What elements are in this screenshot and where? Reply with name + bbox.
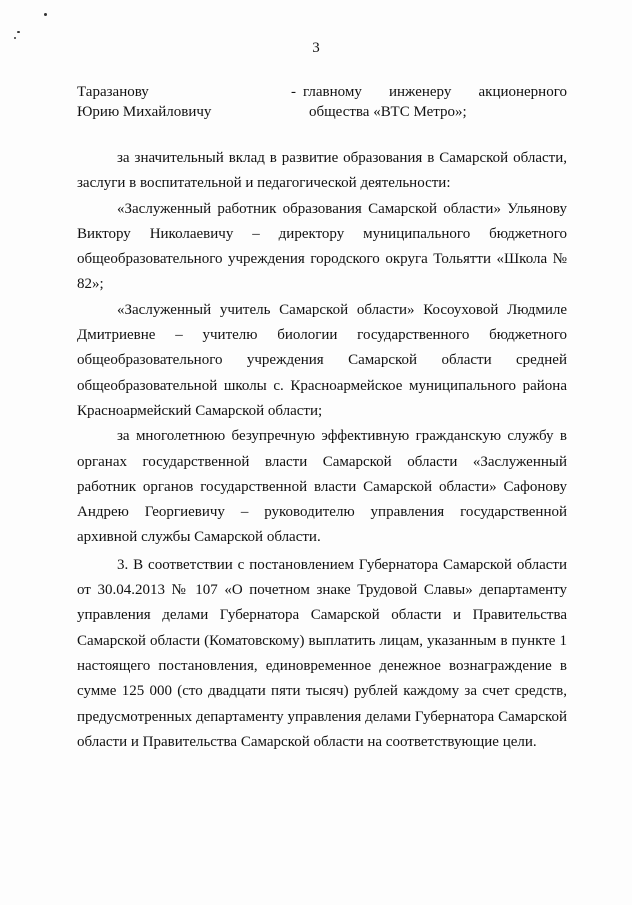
page-number: 3: [312, 40, 320, 56]
paragraph-contribution-intro: за значительный вклад в развитие образования в Самарской области, заслуги в воспитательной и педагогической деятельности:: [77, 150, 567, 192]
entry-dash: -: [291, 84, 296, 100]
scan-speck: [17, 31, 20, 33]
paragraph-payment-clause: 3. В соответствии с постановлением Губернатора Самарской области от 30.04.2013 № 107 «О почетном знаке Трудовой Славы» департаменту управления делами Губернатора Самарской области и Правительства Самарской области (Коматовскому) выплатить лицам, указанным в пункте 1 настоящего постановления, единовременное денежное вознаграждение в сумме 125 000 (сто двадцати пяти тысяч) рублей каждому за счет средств, предусмотренных департаменту управления делами Губернатора Самарской области и Правительства Самарской области на соответствующие цели.: [77, 556, 567, 750]
scan-speck: [14, 37, 16, 39]
paragraph-safonov: за многолетнюю безупречную эффективную гражданскую службу в органах государственной власти Самарской области «Заслуженный работник органов государственной власти Самарской области» Сафонову Андрею Георгиевичу – руководителю управления государственной архивной службы Самарской области.: [77, 428, 567, 546]
recipient-surname: Таразанову: [77, 84, 149, 100]
position-line-2: общества «ВТС Метро»;: [309, 104, 467, 120]
scan-speck: [44, 13, 47, 16]
recipient-given-names: Юрию Михайловичу: [77, 104, 212, 120]
recipient-position: [303, 82, 567, 122]
recipient-name: [77, 82, 287, 122]
paragraph-kosoukhova: «Заслуженный учитель Самарской области» Косоуховой Людмиле Дмитриевне – учителю биологии государственного бюджетного общеобразовательного учреждения Самарской области средней общеобразовательной школы с. Красноармейское муниципального района Красноармейский Самарской области;: [77, 301, 567, 419]
paragraph-ulyanov: «Заслуженный работник образования Самарской области» Ульянову Виктору Николаевичу – директору муниципального бюджетного общеобразовательного учреждения городского округа Тольятти «Школа № 82»;: [77, 200, 567, 293]
document-body: [77, 146, 567, 755]
position-line-1: главному инженеру акционерного: [303, 84, 567, 100]
